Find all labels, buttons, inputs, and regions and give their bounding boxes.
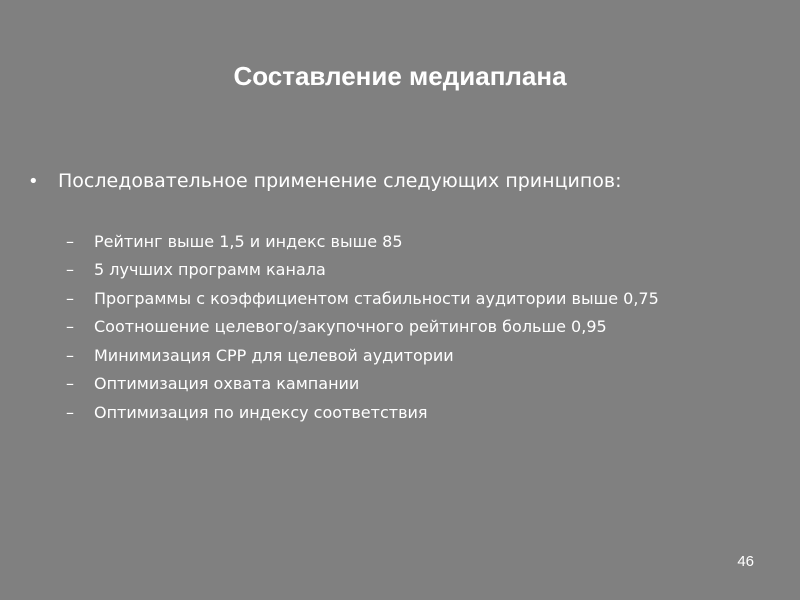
main-bullet bbox=[28, 166, 622, 196]
list-item bbox=[66, 370, 659, 399]
list-item bbox=[66, 398, 659, 427]
sub-list bbox=[66, 227, 659, 427]
list-item bbox=[66, 284, 659, 313]
list-item-text: Минимизация CPP для целевой аудитории bbox=[94, 345, 454, 365]
dash-icon: – bbox=[66, 260, 74, 280]
slide-title: Составление медиаплана bbox=[233, 61, 567, 91]
list-item-text: Рейтинг выше 1,5 и индекс выше 85 bbox=[94, 231, 403, 251]
bullet-icon: • bbox=[28, 170, 39, 192]
list-item bbox=[66, 227, 659, 256]
list-item-text: Оптимизация охвата кампании bbox=[94, 374, 360, 394]
list-item-text: 5 лучших программ канала bbox=[94, 260, 326, 280]
list-item-text: Соотношение целевого/закупочного рейтингов больше 0,95 bbox=[94, 317, 607, 337]
list-item bbox=[66, 341, 659, 370]
dash-icon: – bbox=[66, 374, 74, 394]
dash-icon: – bbox=[66, 345, 74, 365]
dash-icon: – bbox=[66, 231, 74, 251]
list-item bbox=[66, 256, 659, 285]
dash-icon: – bbox=[66, 288, 74, 308]
page-number: 46 bbox=[737, 553, 754, 570]
dash-icon: – bbox=[66, 317, 74, 337]
list-item bbox=[66, 313, 659, 342]
list-item-text: Оптимизация по индексу соответствия bbox=[94, 402, 428, 422]
dash-icon: – bbox=[66, 402, 74, 422]
list-item-text: Программы с коэффициентом стабильности аудитории выше 0,75 bbox=[94, 288, 659, 308]
main-bullet-text: Последовательное применение следующих принципов: bbox=[58, 170, 622, 192]
